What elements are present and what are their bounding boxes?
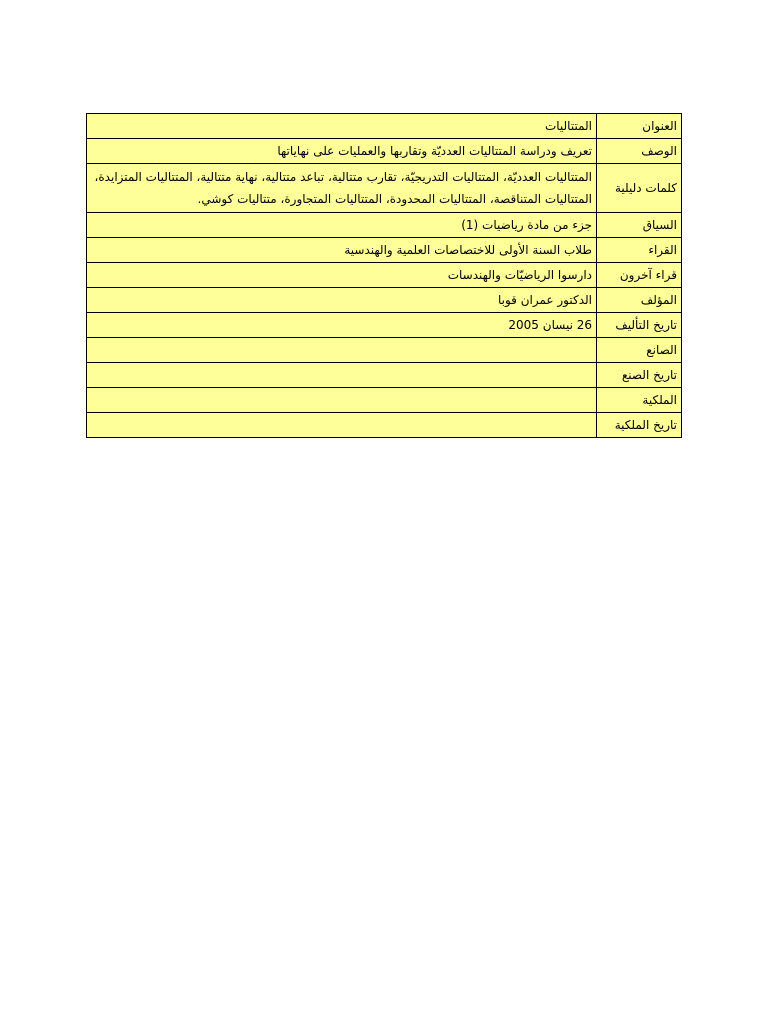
table-row-making-date: [87, 363, 682, 388]
row-label: الصانع: [597, 338, 682, 363]
row-label: تاريخ التأليف: [597, 313, 682, 338]
row-label: الوصف: [597, 139, 682, 164]
row-label: تاريخ الصنع: [597, 363, 682, 388]
row-label: كلمات دليلية: [597, 164, 682, 213]
row-value: 26 نيسان 2005: [87, 313, 597, 338]
table-row-other-readers: [87, 263, 682, 288]
row-label: القراء: [597, 238, 682, 263]
row-value: [87, 363, 597, 388]
metadata-table: [86, 113, 682, 438]
table-row-maker: [87, 338, 682, 363]
row-label: العنوان: [597, 114, 682, 139]
row-value: المتتاليات: [87, 114, 597, 139]
row-value: تعريف ودراسة المتتاليات العدديّة وتقاربها والعمليات على نهاياتها: [87, 139, 597, 164]
row-value: طلاب السنة الأولى للاختصاصات العلمية والهندسية: [87, 238, 597, 263]
row-label: السياق: [597, 213, 682, 238]
table-row-readers: [87, 238, 682, 263]
row-value: [87, 388, 597, 413]
row-value: جزء من مادة رياضيات (1): [87, 213, 597, 238]
row-label: قراء آخرون: [597, 263, 682, 288]
row-label: الملكية: [597, 388, 682, 413]
row-label: تاريخ الملكية: [597, 413, 682, 438]
table-row-ownership-date: [87, 413, 682, 438]
table-row-description: [87, 139, 682, 164]
table-row-author: [87, 288, 682, 313]
table-row-authoring-date: [87, 313, 682, 338]
row-value: المتتاليات العدديّة، المتتاليات التدريجيّة، تقارب متتالية، تباعد متتالية، نهاية متتالية، المتتاليات المتزايدة، المتتاليات المتناقصة، المتتاليات المحدودة، المتتاليات المتجاورة، متتاليات كوشي.: [87, 164, 597, 213]
table-row-context: [87, 213, 682, 238]
table-row-title: [87, 114, 682, 139]
row-label: المؤلف: [597, 288, 682, 313]
row-value: [87, 413, 597, 438]
row-value: دارسوا الرياضيّات والهندسات: [87, 263, 597, 288]
table-row-ownership: [87, 388, 682, 413]
row-value: [87, 338, 597, 363]
row-value: الدكتور عمران قوبا: [87, 288, 597, 313]
table-row-keywords: [87, 164, 682, 213]
